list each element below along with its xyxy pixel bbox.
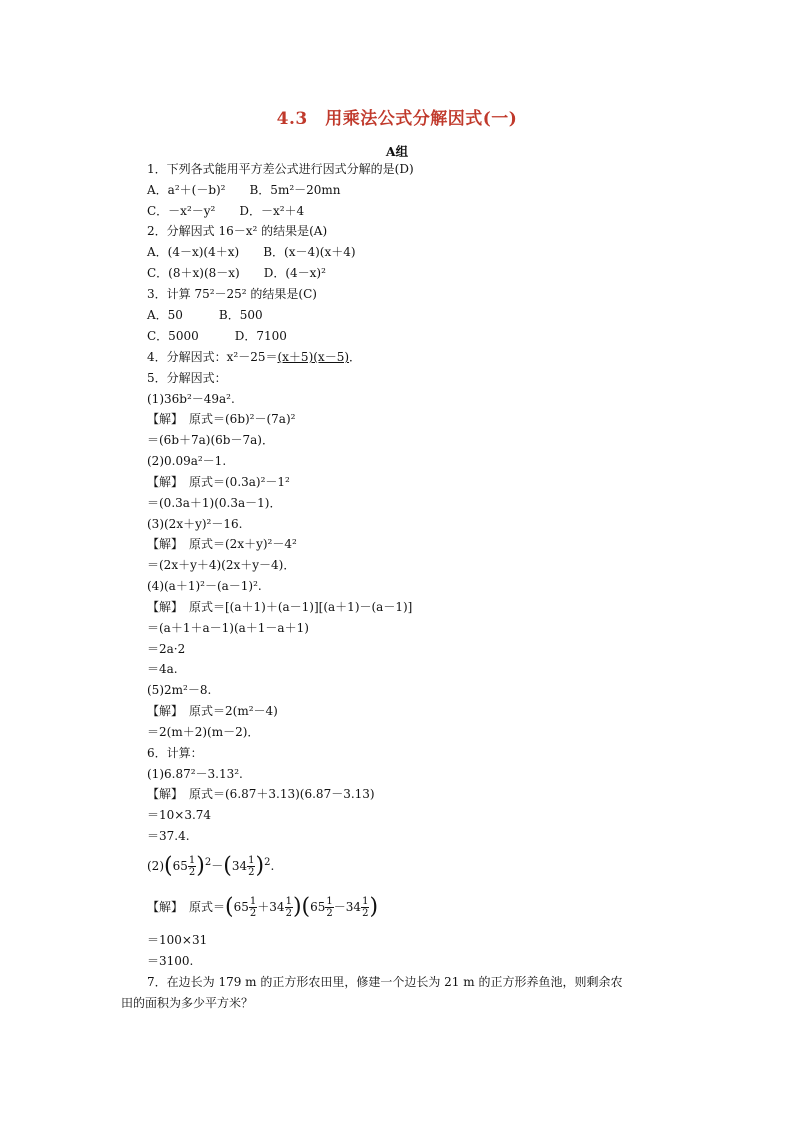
question-7-cont: 田的面积为多少平方米？: [121, 996, 254, 1010]
question-3: 3．计算 75²－25² 的结果是(C): [147, 287, 317, 301]
q6-2-solution: 【解】 原式＝(65 $\frac{1}{2}$ ＋34 $\frac{1}{2}$ )(65 $\frac{1}{2}$ －34 $\frac{1}{2}$ ): [147, 894, 379, 920]
q5-2-solution: 【解】 原式＝(0.3a)²－1²: [147, 475, 290, 489]
q5-part-4: (4)(a＋1)²－(a－1)².: [147, 579, 262, 593]
q5-2-step: ＝(0.3a＋1)(0.3a－1)．: [147, 496, 282, 510]
q6-1-step-1: ＝10×3.74: [147, 808, 212, 822]
q3-options-cd: C．5000 D．7100: [147, 329, 287, 343]
q5-1-step: ＝(6b＋7a)(6b－7a)．: [147, 433, 274, 447]
q5-part-2: (2)0.09a²－1.: [147, 454, 227, 468]
q5-5-step: ＝2(m＋2)(m－2)．: [147, 725, 260, 739]
page-title: 4.3 用乘法公式分解因式(一): [276, 109, 518, 129]
fraction-half: $\frac{1}{2}$: [188, 855, 196, 878]
q5-4-solution: 【解】 原式＝[(a＋1)＋(a－1)][(a＋1)－(a－1)]: [147, 600, 413, 614]
q5-3-solution: 【解】 原式＝(2x＋y)²－4²: [147, 537, 297, 551]
q2-options-cd: C．(8＋x)(8－x) D．(4－x)²: [147, 266, 326, 280]
q6-1-step-2: ＝37.4.: [147, 829, 190, 843]
q6-2-a: 65: [172, 859, 188, 873]
q5-part-3: (3)(2x＋y)²－16.: [147, 517, 243, 531]
q6-2-end: .: [270, 859, 275, 873]
question-4: [147, 349, 361, 365]
q6-part-2: (2)(65 $\frac{1}{2}$ )$^2$－(34 $\frac{1}{2}$ )$^2$.: [147, 853, 275, 879]
fraction-half: $\frac{1}{2}$: [248, 855, 255, 878]
q6-2-b: 34: [231, 859, 248, 873]
question-2: 2．分解因式 16－x² 的结果是(A): [147, 224, 328, 238]
q5-part-5: (5)2m²－8.: [147, 683, 212, 697]
q6-part-1: (1)6.87²－3.13².: [147, 767, 243, 781]
q5-4-step-1: ＝(a＋1＋a－1)(a＋1－a＋1): [147, 621, 309, 635]
question-6: 6．计算：: [147, 746, 203, 760]
q6-2-step-1: ＝100×31: [147, 933, 208, 947]
q1-options-ab: A．a²＋(－b)² B．5m²－20mn: [147, 183, 341, 197]
q5-3-step: ＝(2x＋y＋4)(2x＋y－4)．: [147, 558, 296, 572]
q2-options-ab: A．(4－x)(4＋x) B．(x－4)(x＋4): [147, 245, 356, 259]
q6-2-sup-1: 2: [204, 857, 212, 868]
question-4-answer: (x＋5)(x－5): [277, 350, 350, 364]
q6-2-sol-prefix: 【解】 原式＝: [147, 900, 226, 914]
question-1: 1．下列各式能用平方差公式进行因式分解的是(D): [147, 162, 414, 176]
q5-1-solution: 【解】 原式＝(6b)²－(7a)²: [147, 412, 296, 426]
question-7: 7．在边长为 179 m 的正方形农田里，修建一个边长为 21 m 的正方形养鱼池，则剩余农: [147, 975, 623, 989]
question-4-end: ．: [349, 350, 362, 364]
q5-4-step-2: ＝2a·2: [147, 642, 186, 656]
question-5: 5．分解因式：: [147, 371, 227, 385]
q6-2-label: (2): [147, 859, 164, 873]
q6-2-sup-2: 2: [264, 857, 271, 868]
q6-1-solution: 【解】 原式＝(6.87＋3.13)(6.87－3.13): [147, 787, 375, 801]
group-heading: A组: [385, 144, 409, 159]
q5-4-step-3: ＝4a.: [147, 662, 178, 676]
q6-2-step-2: ＝3100.: [147, 954, 194, 968]
q1-options-cd: C．－x²－y² D．－x²＋4: [147, 204, 305, 218]
q6-2-minus: －: [211, 859, 224, 873]
q5-part-1: (1)36b²－49a².: [147, 392, 235, 406]
q3-options-ab: A．50 B．500: [147, 308, 263, 322]
question-4-text: 4．分解因式：x²－25＝: [147, 350, 278, 364]
q5-5-solution: 【解】 原式＝2(m²－4): [147, 704, 278, 718]
